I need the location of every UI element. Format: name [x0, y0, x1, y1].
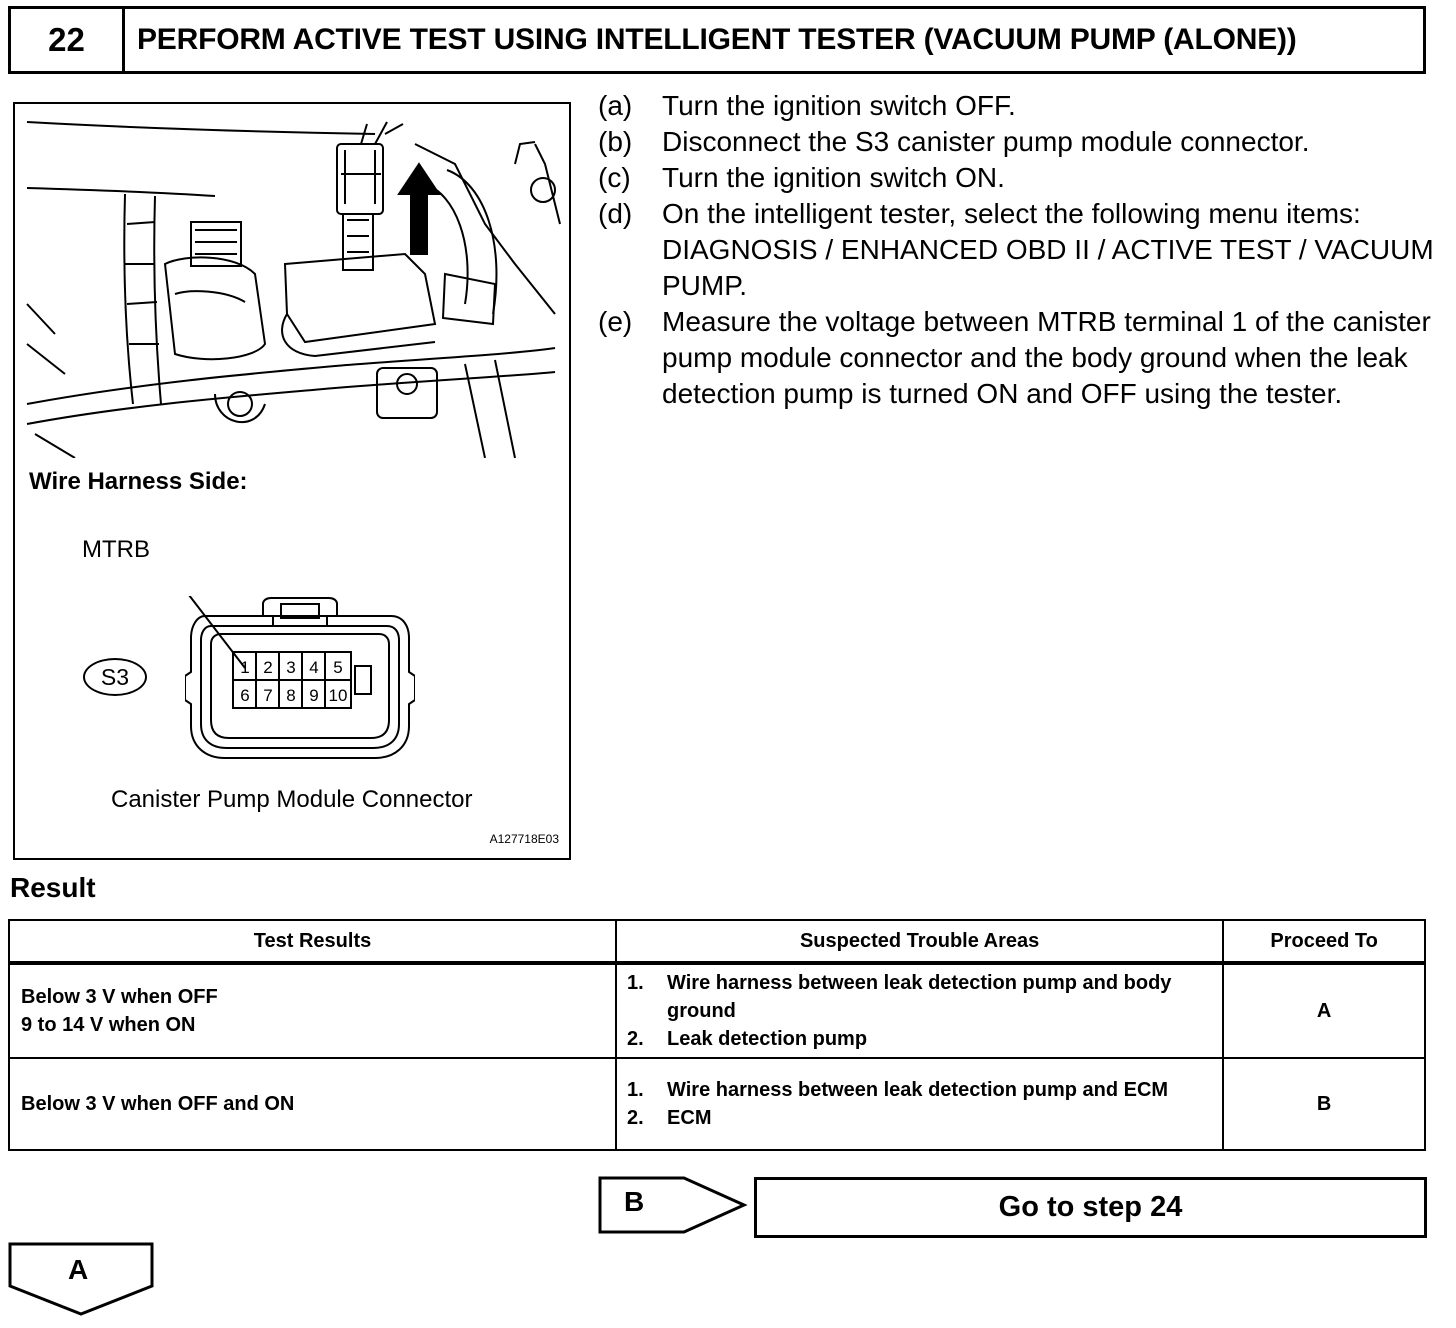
connector-diagram [185, 596, 415, 762]
suspected-area-cell [616, 963, 1223, 1058]
figure-code: A127718E03 [489, 832, 559, 846]
terminal-label: MTRB [82, 536, 150, 563]
table-header-row [9, 920, 1425, 963]
illustration-figure [13, 102, 571, 860]
instruction-text: Turn the ignition switch ON. [662, 162, 1005, 193]
result-title: Result [10, 872, 96, 903]
wire-harness-label: Wire Harness Side: [29, 468, 248, 495]
engine-bay-illustration [15, 104, 569, 458]
header-test-results: Test Results [9, 920, 616, 963]
connector-caption: Canister Pump Module Connector [111, 786, 473, 813]
area-item [627, 1076, 1212, 1104]
test-result-line: 9 to 14 V when ON [21, 1014, 196, 1036]
proceed-cell: B [1223, 1058, 1425, 1150]
step-title: PERFORM ACTIVE TEST USING INTELLIGENT TESTER (VACUUM PUMP (ALONE)) [137, 23, 1297, 56]
pin-9: 9 [309, 686, 319, 705]
terminal-leader-line [185, 596, 245, 668]
pin-2: 2 [263, 658, 273, 677]
result-table [8, 919, 1426, 1151]
area-number: 1. [627, 1079, 644, 1101]
area-number: 1. [627, 972, 644, 994]
pin-7: 7 [263, 686, 273, 705]
instruction-text: Turn the ignition switch OFF. [662, 90, 1016, 121]
table-row [9, 1058, 1425, 1150]
instruction-letter: (b) [598, 126, 633, 157]
result-b-label[interactable]: B [624, 1186, 645, 1217]
instruction-item [598, 88, 1438, 124]
area-text: Leak detection pump [667, 1028, 868, 1050]
instruction-item [598, 304, 1438, 412]
pin-4: 4 [309, 658, 319, 677]
instruction-item [598, 160, 1438, 196]
connector-id-badge: S3 [83, 658, 147, 696]
instruction-text: Measure the voltage between MTRB terminal 1 of the canister pump module connector and the body ground when the leak detection pump is turned ON and OFF using the tester. [662, 306, 1431, 409]
instruction-item [598, 196, 1438, 304]
instruction-list [598, 88, 1438, 412]
pin-3: 3 [286, 658, 296, 677]
pin-10: 10 [328, 686, 348, 705]
pin-8: 8 [286, 686, 296, 705]
step-header [8, 6, 1426, 74]
test-result-cell [9, 963, 616, 1058]
test-result-line: Below 3 V when OFF and ON [21, 1093, 295, 1115]
header-proceed-to: Proceed To [1223, 920, 1425, 963]
pin-1: 1 [240, 658, 250, 677]
area-number: 2. [627, 1028, 644, 1050]
instruction-item [598, 124, 1438, 160]
instruction-letter: (c) [598, 162, 631, 193]
area-text: ECM [667, 1107, 712, 1129]
test-result-line: Below 3 V when OFF [21, 986, 218, 1008]
instruction-letter: (d) [598, 198, 633, 229]
area-text: Wire harness between leak detection pump and ECM [667, 1079, 1169, 1101]
instruction-letter: (e) [598, 306, 633, 337]
area-item [627, 969, 1212, 1025]
suspected-area-cell [616, 1058, 1223, 1150]
proceed-cell: A [1223, 963, 1425, 1058]
instruction-text: Disconnect the S3 canister pump module connector. [662, 126, 1310, 157]
area-item [627, 1104, 1212, 1132]
area-item [627, 1025, 1212, 1053]
result-b-arrow-shape[interactable] [598, 1176, 748, 1236]
instruction-text: On the intelligent tester, select the following menu items: DIAGNOSIS / ENHANCED OBD II / ACTIVE TEST / VACUUM PUMP. [662, 198, 1434, 301]
pin-5: 5 [333, 658, 343, 677]
step-number: 22 [11, 9, 125, 71]
area-text: Wire harness between leak detection pump and body ground [667, 972, 1172, 1022]
table-row [9, 963, 1425, 1058]
instruction-letter: (a) [598, 90, 633, 121]
go-to-step-button[interactable]: Go to step 24 [754, 1177, 1427, 1238]
header-suspected-areas: Suspected Trouble Areas [616, 920, 1223, 963]
pin-6: 6 [240, 686, 250, 705]
test-result-cell [9, 1058, 616, 1150]
result-a-label[interactable]: A [68, 1254, 89, 1285]
area-number: 2. [627, 1107, 644, 1129]
